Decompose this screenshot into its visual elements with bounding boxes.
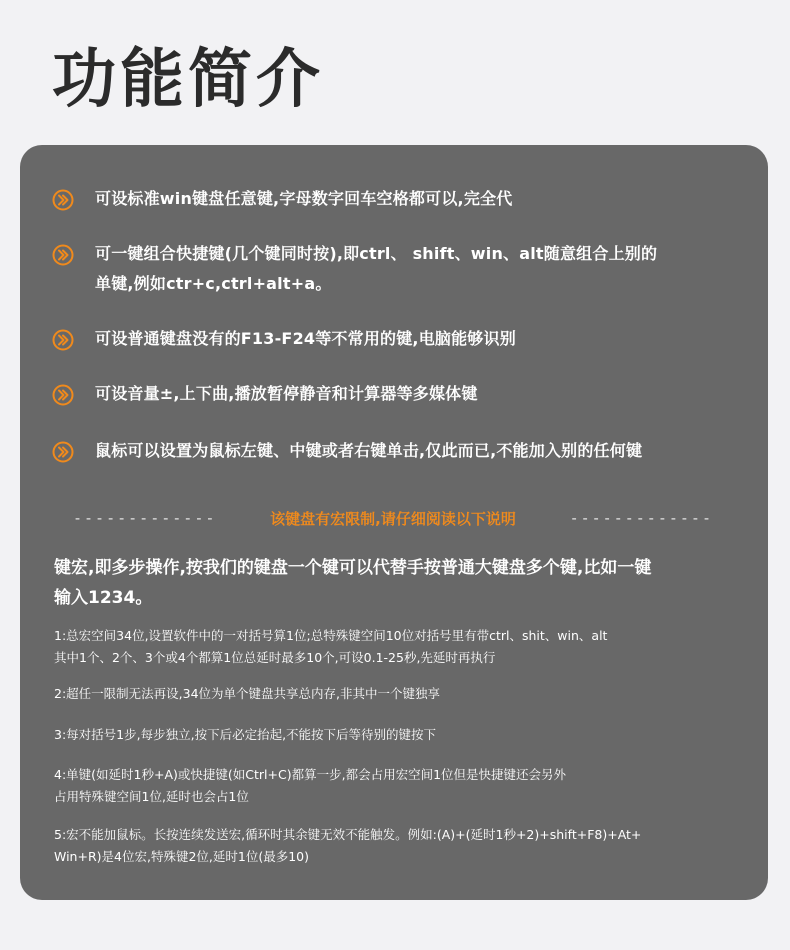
macro-intro xyxy=(54,553,734,613)
feature-line: 可一键组合快捷键(几个键同时按),即ctrl、 shift、win、alt随意组合上别的 xyxy=(95,244,658,263)
chevron-right-circle-icon xyxy=(52,384,74,406)
feature-line: 单键,例如ctr+c,ctrl+alt+a。 xyxy=(95,274,332,293)
feature-line: 鼠标可以设置为鼠标左键、中键或者右键单击,仅此而已,不能加入别的任何键 xyxy=(95,441,643,460)
page-title: 功能简介 xyxy=(52,43,324,117)
feature-text xyxy=(95,436,642,466)
feature-text xyxy=(95,379,478,409)
macro-note xyxy=(54,683,744,705)
feature-item xyxy=(52,187,732,214)
divider-dashes-right: ------------- xyxy=(569,509,713,527)
macro-warning-divider xyxy=(73,503,713,533)
feature-line: 可设音量±,上下曲,播放暂停静音和计算器等多媒体键 xyxy=(95,384,478,403)
feature-panel xyxy=(20,145,768,900)
macro-warning-text: 该键盘有宏限制,请仔细阅读以下说明 xyxy=(270,509,516,528)
note-line: Win+R)是4位宏,特殊键2位,延时1位(最多10) xyxy=(54,849,309,864)
note-line: 其中1个、2个、3个或4个都算1位总延时最多10个,可设0.1-25秒,先延时再执行 xyxy=(54,650,496,665)
feature-text xyxy=(95,324,516,354)
macro-note xyxy=(54,764,744,808)
chevron-right-circle-icon xyxy=(52,244,74,266)
note-line: 2:超任一限制无法再设,34位为单个键盘共享总内存,非其中一个键独享 xyxy=(54,686,441,701)
note-line: 4:单键(如延时1秒+A)或快捷键(如Ctrl+C)都算一步,都会占用宏空间1位但是快捷键还会另外 xyxy=(54,767,567,782)
note-line: 1:总宏空间34位,设置软件中的一对括号算1位;总特殊键空间10位对括号里有带ctrl、shit、win、alt xyxy=(54,628,608,643)
feature-item xyxy=(52,382,732,409)
chevron-right-circle-icon xyxy=(52,441,74,463)
note-line: 3:每对括号1步,每步独立,按下后必定抬起,不能按下后等待别的键按下 xyxy=(54,727,437,742)
macro-intro-line: 键宏,即多步操作,按我们的键盘一个键可以代替手按普通大键盘多个键,比如一键 xyxy=(54,558,652,578)
feature-line: 可设标准win键盘任意键,字母数字回车空格都可以,完全代 xyxy=(95,189,513,208)
note-line: 5:宏不能加鼠标。长按连续发送宏,循环时其余键无效不能触发。例如:(A)+(延时1秒+2)+shift+F8)+At+ xyxy=(54,827,642,842)
macro-note xyxy=(54,625,744,669)
macro-intro-line: 输入1234。 xyxy=(54,588,153,608)
feature-item xyxy=(52,327,732,354)
feature-text xyxy=(95,239,657,299)
divider-dashes-left: ------------- xyxy=(73,509,217,527)
feature-line: 可设普通键盘没有的F13-F24等不常用的键,电脑能够识别 xyxy=(95,329,516,348)
note-line: 占用特殊键空间1位,延时也会占1位 xyxy=(54,789,249,804)
chevron-right-circle-icon xyxy=(52,189,74,211)
feature-item xyxy=(52,242,732,299)
feature-item xyxy=(52,439,732,466)
macro-note xyxy=(54,724,744,746)
feature-text xyxy=(95,184,512,214)
chevron-right-circle-icon xyxy=(52,329,74,351)
macro-note xyxy=(54,824,744,868)
